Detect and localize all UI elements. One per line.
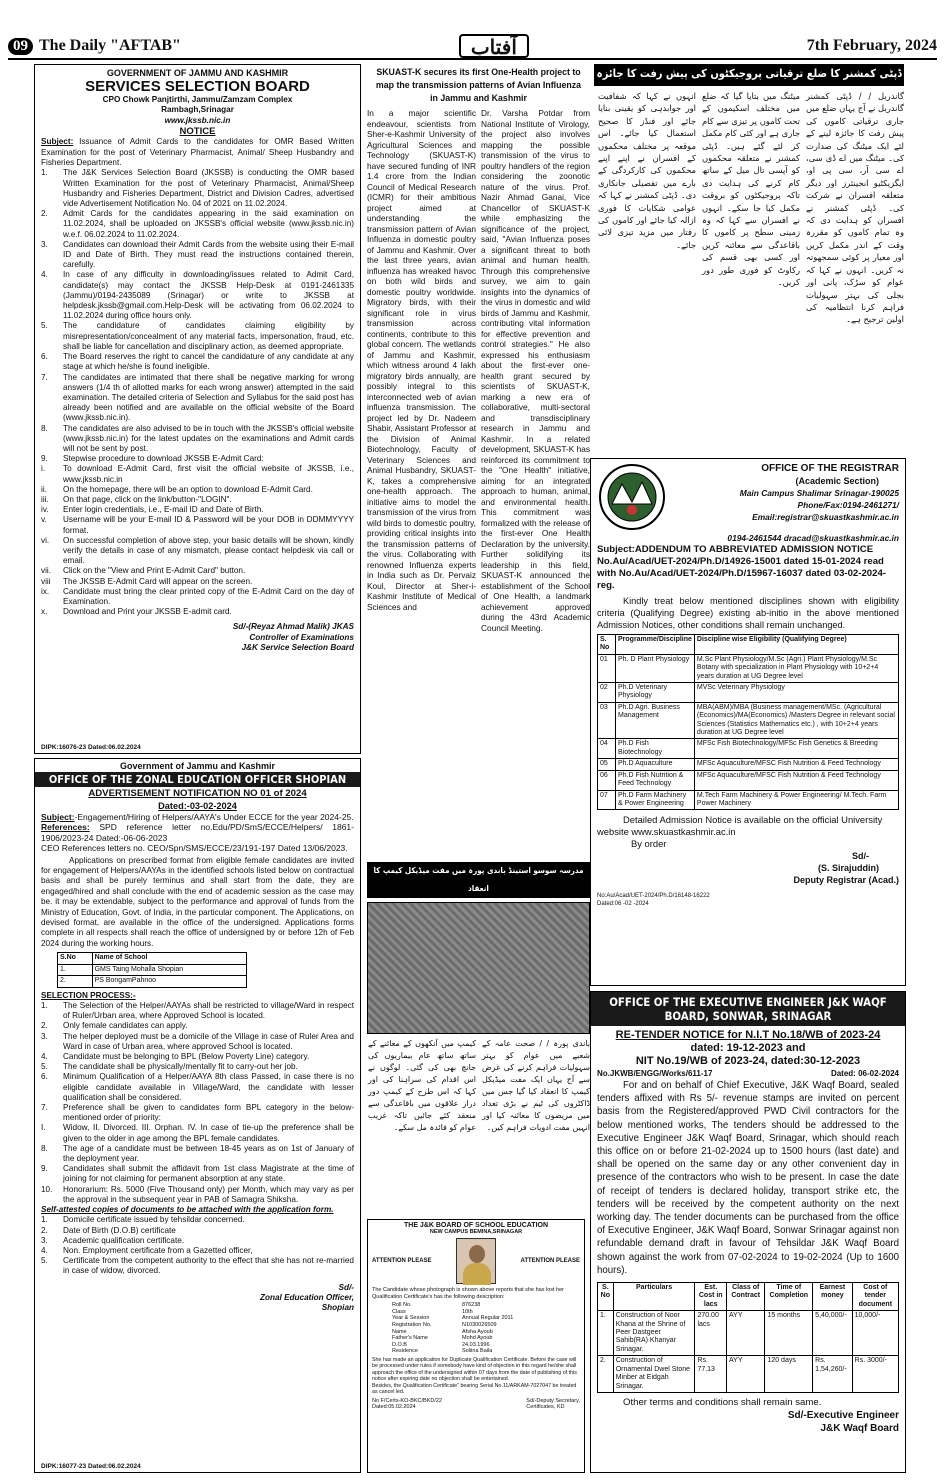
table-cell: Ph.D Veterinary Physiology: [616, 683, 695, 703]
table-cell: MFSc Aquaculture/MFSC Fish Nutrition & Feed Technology: [694, 759, 898, 770]
list-item: [41, 607, 354, 617]
detail-label: Name: [392, 1328, 407, 1335]
table-cell: 03: [598, 702, 616, 739]
table-cell: 1.: [598, 1311, 614, 1356]
detail-value: Annual Regular 2011: [462, 1315, 514, 1322]
registrar-no: No:Au/Acad/UET-2024/Ph.D/16148-16222: [597, 893, 710, 900]
table-cell: Ph.D Agri. Business Management: [616, 702, 695, 739]
detail-row: [392, 1322, 580, 1329]
list-item: [41, 424, 354, 455]
list-item: [41, 1062, 354, 1072]
list-text: Only female candidates can apply.: [63, 1021, 188, 1031]
list-item: [41, 515, 354, 535]
tender-row: [598, 1356, 899, 1393]
camp-title: مدرسہ سوسو استینڈ باندی پورہ میں مفت میڈیکل کیمپ کا انعقاد: [367, 862, 590, 898]
zonal-sign-3: Shopian: [321, 1303, 354, 1313]
list-text: Preference shall be given to candidates form BPL category in the below-mentioned order of priority:: [63, 1102, 354, 1123]
list-text: Candidates can download their Admit Cards from the website using their E-mail ID and Date of Birth. They must read the instructions contained therein, carefully.: [63, 239, 354, 270]
registrar-dated: Dated:06 -02 -2024: [597, 901, 649, 908]
table-cell: 02: [598, 683, 616, 703]
urdu-headline: ڈپٹی کمشنر کا ضلع ترقیاتی پروجیکٹوں کی پیش رفت کا جائزہ: [594, 64, 904, 86]
list-text: The J&K Services Selection Board (JKSSB) is conducting the OMR based Written Examination for the post of Veterinary Pharmacist, Animal/Sheep Husbandry and Fisheries Department, District and Division Cadres, advertised vide Advertisement Notification No. 04 of 2021 on 11.02.2024.: [63, 168, 354, 209]
eligibility-row: [598, 739, 899, 759]
skuast-emblem-icon: [597, 462, 677, 532]
jkssb-items: [41, 168, 354, 617]
list-text: Username will be your E-mail ID & Password will be your DOB in DDMMYYYY format.: [63, 515, 354, 535]
table-cell: 5,40,000/-: [813, 1311, 852, 1356]
list-item: [41, 352, 354, 372]
candidate-photo: [456, 1238, 496, 1284]
eligibility-row: [598, 683, 899, 703]
detail-label: Year & Session: [392, 1315, 430, 1322]
jkbose-para: The Candidate whose photograph is shown above reports that she has lost her Qualification Certificate's has the following description:: [372, 1287, 565, 1300]
subject-label: Subject:: [41, 137, 74, 147]
detail-row: [392, 1315, 580, 1322]
list-number: 6.: [41, 352, 48, 362]
list-item: [41, 454, 354, 464]
elig-head-sno: S. No: [598, 635, 616, 655]
list-item: [41, 1103, 354, 1123]
eligibility-row: [598, 770, 899, 790]
list-item: [41, 1246, 354, 1256]
detail-label: Roll No.: [392, 1302, 412, 1309]
list-item: [41, 1215, 354, 1225]
waqf-re-1: RE-TENDER NOTICE for N.I.T No.18/WB of 2023-24: [615, 1029, 881, 1041]
list-item: [41, 240, 354, 271]
waqf-re-3: NIT No.19/WB of 2023-24, dated:30-12-2023: [635, 1055, 861, 1067]
list-number: 9.: [41, 1164, 48, 1174]
table-header: Cost of tender document: [852, 1283, 898, 1311]
list-text: The candidates are also advised to be in touch with the JKSSB's official website (www.jkssb.nic.in) for the latest updates on the examinations and Admit cards will not be sent by post.: [63, 423, 354, 453]
list-number: 7.: [41, 372, 48, 382]
list-text: Stepwise procedure to download JKSSB E-Admit Card:: [63, 454, 264, 464]
list-text: On the homepage, there will be an option to download E-Admit Card.: [63, 484, 313, 494]
zonal-ceo-ref: CEO References letters no. CEO/Spn/SMS/ECCE/23/191-197 Dated 13/06/2023.: [41, 843, 348, 854]
table-cell: Construction of Ornamental Dwel Stone Minber at Eidgah Srinagar.: [613, 1356, 695, 1393]
list-text: Non. Employment certificate from a Gazetted officer,: [63, 1245, 253, 1255]
eligibility-table: [597, 634, 899, 810]
zonal-sign-1: Sd/-: [338, 1282, 354, 1292]
detail-value: 24.03.1996: [462, 1341, 490, 1348]
list-number: vi.: [41, 535, 50, 545]
waqf-dated: Dated: 06-02-2024: [830, 1069, 899, 1078]
skuast-article: [367, 64, 590, 859]
table-cell: Construction of Noor Khana at the Shrine of Peer Dastgeer Sahib(RA) Khanyar Srinagar.: [613, 1311, 695, 1356]
zonal-dated: Dated:-03-02-2024: [158, 801, 237, 811]
table-cell: 270.00 lacs: [695, 1311, 727, 1356]
list-number: 5.: [41, 1062, 48, 1072]
zonal-adv: ADVERTISEMENT NOTIFICATION NO 01 of 2024: [88, 788, 307, 799]
jkbose-foot-2: Besides, the Qualification Certificate" bearing Serial No.11/ARKAM-7027047 be treated as cancel led.: [372, 1382, 577, 1395]
list-text: The candidate shall be physically/mentally fit to carry-out her job.: [63, 1062, 298, 1072]
table-cell: GMS Taing Mohalla Shopian: [92, 964, 246, 975]
attention-right: ATTENTION PLEASE: [520, 1258, 580, 1264]
list-number: 5.: [41, 1256, 48, 1266]
table-cell: Rs. 77.13: [695, 1356, 727, 1393]
list-item: [41, 270, 354, 321]
detail-value: 10th: [462, 1308, 473, 1315]
schools-head-name: Name of School: [92, 953, 246, 964]
registrar-sub: (Academic Section): [795, 476, 879, 486]
waqf-table: [597, 1282, 899, 1393]
detail-value: 876238: [462, 1302, 481, 1309]
waqf-body: For and on behalf of Chief Executive, J&K Waqf Board, sealed tenders affixed with Rs 5/- revenue stamps are invited on percent basis from the Registered/approved PWD Civil contractors for the below mentioned works, The tenders should be addressed to the Executive Engineer J&K Waqf Board, Srinagar, which should reach this office on or before 21-02-2024 up to 1500 hours (last date) and shall be opened on the same day or any other convenient day in presence of the contractors who wish to be present. In case the date of receipt of tenders is declared holiday, transport strike etc, the tenders will be received by the competent authority on the next working day. The tender documents can be purchased from the office of Executive Engineer, J&K Waqf Board, Sonwar Srinagar against non refundable demand draft in favour of Tehsildar J&K Waqf Board shown against the work from 07-02-2024 to 19-02-2024 (Up to 1600 hours).: [597, 1080, 899, 1276]
list-text: Academic qualification certificate.: [63, 1235, 185, 1245]
school-row: [58, 976, 247, 987]
table-cell: MFSc Aquaculture/MFSC Fish Nutrition & Feed Technology: [694, 770, 898, 790]
table-cell: PS BongamPahnoo: [92, 976, 246, 987]
list-text: The age of a candidate must be between 18-45 years as on 1st of January of the deployment year.: [63, 1143, 354, 1163]
list-item: [41, 505, 354, 515]
table-cell: Ph.D Aquaculture: [616, 759, 695, 770]
list-number: 4.: [41, 270, 48, 280]
list-text: The candidature of candidates claiming eligibility by misrepresentation/concealment of any material facts, impersonation, fraud, etc. shall be liable for cancellation and disciplinary action, as deemed appropriate.: [63, 321, 354, 351]
list-item: [41, 1021, 354, 1031]
detail-row: [392, 1329, 580, 1336]
list-number: ii.: [41, 484, 47, 494]
list-number: 8.: [41, 423, 48, 433]
list-text: Enter login credentials, i.e., E-mail ID and Date of Birth.: [63, 505, 264, 515]
table-cell: Ph.D Farm Machinery & Power Engineering: [616, 790, 695, 810]
list-item: [41, 587, 354, 607]
list-number: viii: [41, 576, 51, 586]
list-number: ix.: [41, 586, 50, 596]
school-row: [58, 964, 247, 975]
detail-label: D.O.B: [392, 1341, 407, 1348]
registrar-subject: Subject:ADDENDUM TO ABBREVIATED ADMISSION NOTICE No.Au/Acad/UET-2024/Ph.D/14926-15001 dated 15-01-2024 read with No.Au/Acad/UET-2024/Ph.D/15967-16037 dated 03-02-2024-reg.: [597, 544, 886, 591]
jkssb-title: SERVICES SELECTION BOARD: [85, 78, 310, 95]
table-cell: M.Sc Plant Physiology/M.Sc (Agri.) Plant Physiology/M.Sc Botany with specialization in Plant Physiology with 10+2+4 years duration at UG Degree level: [694, 654, 898, 682]
zonal-subject: [41, 812, 354, 822]
list-item: [41, 1185, 354, 1205]
list-text: Domicile certificate issued by tehsildar concerned.: [63, 1215, 245, 1225]
list-item: [41, 1001, 354, 1021]
list-item: [41, 1164, 354, 1184]
table-cell: MVSc Veterinary Physiology: [694, 683, 898, 703]
jkbose-title: THE J&K BOARD OF SCHOOL EDUCATION: [403, 1222, 549, 1229]
page-number: 09: [8, 38, 33, 55]
list-number: 3.: [41, 239, 48, 249]
docs-title: Self-attested copies of documents to be attached with the application form.: [41, 1204, 334, 1214]
list-text: Minimum Qualification of a Helper/AAYA 8th class Passed, in case there is no eligible candidate available in Village/Ward, the candidate with lesser qualification shall be considered.: [63, 1072, 354, 1102]
medical-camp-article: [367, 862, 590, 1214]
skuast-col-2: Dr. Varsha Potdar from National Institute of Virology, the project also involves mapping the possible transmission of the virus to poultry handlers of the region considering the zoonotic nature of the virus. Prof. Nazir Ahmad Ganai, Vice Chancellor of SKUAST-K while emphasizing the significance of the project, said, "Avian Influenza poses a significant threat to both animal and human health. Through this comprehensive survey, we aim to gain insights into the dynamics of the virus in domestic and wild birds of Jammu and Kashmir, contributing vital information for effective prevention and control strategies." He also expressed his enthusiasm about the first-ever one-health grant secured by scientists of SKUAST-K, marking a new era of collaborative, multi-sectoral and transdisciplinary research in Jammu and Kashmir. In a related development, SKUAST-K has reinforced its commitment to the "One Health" initiative, aiming for an integrated approach to human, animal, and environmental health. This commitment was formalized with the release of the first-ever One Health Declaration by the university. Further solidifying its leadership in this field, SKUAST-K announced the establishment of the School of One Health, a landmark achievement approved during the 43rd Academic Council Meeting.: [481, 108, 590, 633]
camp-col-2: کیمپ میں آنکھوں کے معائنے کے ساتھ ساتھ عام بیماریوں کی جانچ بھی کی گئی۔ لوگوں نے اس اقدام کی سراہنا کی اور کہا کہ اس طرح کے کیمپ دور دراز علاقوں میں باقاعدگی سے منعقد کئے جائیں تاکہ غریب عوام کو فائدہ مل سکے۔: [368, 1039, 476, 1132]
list-number: 5.: [41, 321, 48, 331]
detail-row: [392, 1348, 580, 1355]
list-number: 9.: [41, 454, 48, 464]
list-number: v.: [41, 515, 47, 525]
table-cell: 07: [598, 790, 616, 810]
table-cell: MBA(ABM)/MBA (Business management/MSc. (Agricultural (Economics)/MA(Economics) /Masters Degree in relevant social Sciences (Statistics Mathematics etc.) , with 10+2+4 years duration at UG Degree level: [694, 702, 898, 739]
table-cell: 1.: [58, 964, 93, 975]
detail-row: [392, 1309, 580, 1316]
references-text: SPD reference letter no.Edu/PD/SmS/ECCE/Helpers/ 1861-1906/2023-24 Dated:-06-06-2023: [41, 822, 354, 843]
list-text: The candidates are intimated that there shall be negative marking for wrong answers (1/4 th of allotted marks for each wrong answer) attempted in the said examination. The detailed criteria of Selection and Syllabus for the said post has already been notified and are available on the official website of the Board (www.jkssb.nic.in).: [63, 372, 354, 423]
table-cell: M.Tech Farm Machinery & Power Engineering/ M.Tech. Farm Power Machinery: [694, 790, 898, 810]
list-item: [41, 321, 354, 352]
list-number: 1.: [41, 1215, 48, 1225]
detail-row: [392, 1302, 580, 1309]
list-text: Download and Print your JKSSB E-admit card.: [63, 607, 232, 617]
newspaper-name: The Daily "AFTAB": [39, 37, 181, 54]
list-number: 4.: [41, 1245, 48, 1255]
waqf-sd: Sd/-Executive Engineer: [787, 1409, 899, 1421]
registrar-sd: Sd/-: [852, 851, 869, 862]
registrar-by-order: By order: [631, 838, 667, 850]
detail-value: Soliina Baila: [462, 1348, 493, 1355]
list-number: 1.: [41, 168, 48, 178]
list-text: Date of Birth (D.O.B) certificate: [63, 1225, 176, 1235]
jkssb-dipk: DIPK:16076-23 Dated:06.02.2024: [41, 744, 141, 751]
list-text: Honorarium: Rs. 5000 (Five Thousand only) per Month, which may vary as per the approval in the subsequent year in PAB of Samagra Shiksha.: [63, 1184, 354, 1204]
attention-left: ATTENTION PLEASE: [372, 1258, 432, 1264]
zonal-education-notice: [34, 758, 361, 1473]
skuast-col-1: In a major scientific endeavour, scientists from Sher-e-Kashmir University of Agricultural Sciences and Technology (SKUAST-K) have secured funding of INR 1.4 crore from the Indian Council of Medical Research (ICMR) for their ambitious project aimed at understanding the transmission pattern of Avian Influenza in domestic poultry of Jammu and Kashmir. Over the last three years, avian influenza has wreaked havoc on both wild birds and domestic poultry worldwide. Migratory birds, with their significant role in virus transmission across continents, contribute to this global concern. The wetlands of Jammu and Kashmir, which witness around 4 lakh migratory birds annually, are possibly integral to this interconnected web of avian influenza transmission. The project led by Dr. Nadeem Shabir, Assistant Professor at the Division of Animal Biotechnology, Faculty of Veterinary Sciences and Animal Husbandry, SKUAST-K, takes a comprehensive one-health approach. The initiative aims to model the transmission of the virus from wild birds to domestic poultry, providing critical insights into the transmission patterns of the virus. Collaborating with renowned Influenza experts in India such as Dr. Pervaiz Koul, Director at Sher-i-Kashmir Institute of Medical Sciences and: [367, 108, 476, 612]
skuast-registrar-notice: [590, 458, 906, 986]
table-cell: 15 months: [765, 1311, 813, 1356]
list-text: On successful completion of above step, your basic details will be shown, kindly verify the details in case of any mismatch, please contact helpdesk via call or email.: [63, 535, 354, 566]
urdu-col-2: میٹنگ میں بتایا گیا کہ ضلع میں مختلف اسکیموں کے تحت کاموں پر تیزی سے کام جاری ہے اور کئی کام مکمل کر لئے گئے ہیں۔ ڈپٹی کمشنر نے متعلقہ محکموں کو آپسی تال میل کے ساتھ کام کرنے کی ہدایت دی تاکہ پروجیکٹوں کو بروقت مکمل کیا جا سکے۔ انہوں نے افسران سے کہا کہ وہ زمینی سطح پر کاموں کا باقاعدگی سے معائنہ کریں اور کسی بھی قسم کی رکاوٹ کو فوری طور دور کریں۔: [702, 91, 800, 288]
jkssb-subject: [41, 137, 354, 168]
table-cell: 10,000/-: [852, 1311, 898, 1356]
zonal-dipk: DIPK:16077-23 Dated:06.02.2024: [41, 1463, 141, 1470]
list-item: [41, 1256, 354, 1276]
list-item: [41, 1123, 354, 1143]
jkssb-sign-3: J&K Service Selection Board: [241, 643, 354, 653]
detail-value: Afsha Ayoub: [462, 1328, 493, 1335]
jkssb-address-1: CPO Chowk Panjtirthi, Jammu/Zamzam Complex: [102, 95, 293, 104]
waqf-re-2: dated: 19-12-2023 and: [690, 1042, 806, 1054]
urdu-col-3: انہوں نے کہا کہ شفافیت اور جوابدہی کو یقینی بنایا جائے اور فنڈز کا صحیح استعمال کیا جائے۔ اس موقعہ پر مختلف محکموں کے افسران نے اپنے اپنے محکموں کی کارکردگی کے بارے میں تفصیلی جانکاری دی۔ ڈپٹی کمشنر نے کہا کہ عوامی شکایات کا فوری ازالہ کیا جائے اور کاموں کی رفتار میں مزید تیزی لائی جائے۔: [598, 91, 696, 250]
list-item: [41, 168, 354, 209]
table-cell: Rs. 3000/-: [852, 1356, 898, 1393]
detail-label: Residence: [392, 1348, 418, 1355]
list-item: [41, 1072, 354, 1103]
eligibility-row: [598, 790, 899, 810]
selection-list: [41, 1001, 354, 1205]
zonal-references: [41, 822, 354, 843]
zonal-body: Applications on prescribed format from eligible female candidates are invited for engagement of Helpers/AAYAs in the identified schools listed below on contractual basis and shall be purely terminus and shall start from the date, they are engaged/hired and shall conclude with the end of academic session as the case may be. it may be extendable, subject to the performance and approval of funds from the Ministry of Education, Govt. of India, in the particular component. The Applications, on devised format, are available in the office of the undersigned. Applications forms complete in all respects shall reach the office of undersigned by or before 12h of Feb 2024 during the working hours.: [41, 855, 354, 948]
skuast-headline: SKUAST-K secures its first One-Health project to map the transmission patterns of Avian Influenza in Jammu and Kashmir: [375, 67, 582, 103]
list-item: [41, 566, 354, 576]
list-number: 1.: [41, 1000, 48, 1010]
detail-label: Class: [392, 1308, 406, 1315]
list-item: [41, 536, 354, 567]
table-header: Est. Cost in lacs: [695, 1283, 727, 1311]
table-header: Class of Contract: [727, 1283, 765, 1311]
tender-row: [598, 1311, 899, 1356]
schools-head-sno: S.No: [58, 953, 93, 964]
list-number: 2.: [41, 209, 48, 219]
jkbose-notice: [367, 1219, 585, 1473]
list-number: vii.: [41, 566, 52, 576]
registrar-phone-2: 0194-2461544 dracad@skuastkashmir.ac.in: [727, 533, 899, 543]
urdu-col-1: گاندربل / / ڈپٹی کمشنر گاندربل نے آج یہاں ضلع میں جاری ترقیاتی کاموں کی پیش رفت کا جائزہ لینے کے لئے ایک میٹنگ کی صدارت کی۔ میٹنگ میں اے ڈی سی، اے سی آر، سی پی او، ایگزیکٹیو انجینئرز اور دیگر متعلقہ افسران نے شرکت کی۔ ڈپٹی کمشنر نے افسران کو ہدایت دی کہ وہ تمام کاموں کو مقررہ وقت کے اندر مکمل کریں اور معیار پر کوئی سمجھوتہ نہ کریں۔ انہوں نے کہا کہ عوام کو سڑک، پانی اور بجلی کی بہتر سہولیات فراہم کرنا انتظامیہ کی اولین ترجیح ہے۔: [806, 91, 904, 325]
eligibility-row: [598, 654, 899, 682]
list-item: [41, 373, 354, 424]
table-cell: 06: [598, 770, 616, 790]
list-text: Admit Cards for the candidates appearing in the said examination on 11.02.2024, shall be uploaded on JKSSB's official website (www.jkssb.nic.in) w.e.f. 06.02.2024 to 11.02.2024.: [63, 209, 354, 239]
table-cell: 05: [598, 759, 616, 770]
schools-table: [57, 952, 247, 987]
list-item: [41, 1226, 354, 1236]
list-item: [41, 209, 354, 240]
camp-photo: [367, 902, 590, 1034]
list-text: Candidate must be belonging to BPL (Below Poverty Line) category.: [63, 1051, 310, 1061]
eligibility-row: [598, 702, 899, 739]
jkbose-no: No F/Certs-KO-BKC/BKD/22: [372, 1398, 442, 1405]
list-text: On that page, click on the link/button-"LOGIN".: [63, 494, 232, 504]
detail-value: N1030026509: [462, 1321, 497, 1328]
table-header: Earnest money: [813, 1283, 852, 1311]
list-number: 4.: [41, 1051, 48, 1061]
subject-text: -Engagement/Hiring of Helpers/AAYA's Under ECCE for the year 2024-25.: [74, 812, 354, 822]
list-item: [41, 577, 354, 587]
list-number: 8.: [41, 1143, 48, 1153]
jkssb-notice: [34, 64, 361, 754]
list-number: 2.: [41, 1225, 48, 1235]
list-item: [41, 495, 354, 505]
jkbose-foot: She has made an application for Duplicate Qualification Certificate. Before the case will be processed under rules if somebody have kind of objection in this regard he/she shall approach the office of the undersigned within 07 days from the date of publishing of this notice after expiring date no objection shall be entertained.: [372, 1356, 577, 1383]
registrar-name: (S. Sirajuddin): [817, 863, 879, 874]
table-cell: AYY: [727, 1356, 765, 1393]
table-cell: Ph.D Fish Biotechnology: [616, 739, 695, 759]
list-text: The JKSSB E-Admit Card will appear on the screen.: [63, 576, 253, 586]
detail-label: Father's Name: [392, 1335, 428, 1342]
list-item: [41, 1236, 354, 1246]
selection-title: SELECTION PROCESS:-: [41, 990, 136, 1000]
table-cell: Ph. D Plant Physiology: [616, 654, 695, 682]
issue-date: 7th February, 2024: [806, 37, 937, 54]
zonal-sign-2: Zonal Education Officer,: [259, 1293, 354, 1302]
list-number: 2.: [41, 1021, 48, 1031]
waqf-sd-2: J&K Waqf Board: [820, 1422, 899, 1434]
jkssb-website: www.jkssb.nic.in: [164, 115, 231, 125]
waqf-notice: [590, 991, 906, 1473]
registrar-desig: Deputy Registrar (Acad.): [793, 875, 899, 886]
registrar-phone: Phone/Fax:0194-2461271/: [797, 500, 899, 510]
table-header: S. No: [598, 1283, 614, 1311]
list-number: iii.: [41, 494, 49, 504]
detail-row: [392, 1342, 580, 1349]
zonal-title: OFFICE OF THE ZONAL EDUCATION OFFICER SHOPIAN: [35, 772, 360, 787]
docs-list: [41, 1215, 354, 1276]
waqf-no: No.JKWB/ENGG/Works/611-17: [597, 1069, 713, 1078]
table-cell: AYY: [727, 1311, 765, 1356]
eligibility-row: [598, 759, 899, 770]
subject-label: Subject:: [41, 812, 75, 822]
jkssb-sign-2: Controller of Examinations: [249, 632, 354, 642]
detail-label: Registration No.: [392, 1321, 432, 1328]
table-cell: Rs. 1,54,260/-: [813, 1356, 852, 1393]
jkbose-sd: Sd/-Deputy Secretary,: [526, 1398, 580, 1405]
list-item: [41, 464, 354, 484]
detail-row: [392, 1335, 580, 1342]
table-header: Time of Completion: [765, 1283, 813, 1311]
registrar-body: Kindly treat below mentioned disciplines shown with eligibility criteria (Qualifying Degree) existing ab-initio in the above mentioned Admission Notices, other conditions shall remain unchanged.: [597, 596, 899, 630]
jkbose-sd-2: Certificates, KD: [526, 1404, 565, 1411]
list-text: The Selection of the Helper/AAYAs shall be restricted to village/Ward in respect of Ruler/Urban area, where Approved School is located.: [63, 1000, 354, 1021]
elig-head-prog: Programme/Discipline: [616, 635, 695, 655]
table-cell: MFSc Fish Biotechnology/MFSc Fish Genetics & Breeding: [694, 739, 898, 759]
list-number: 3.: [41, 1235, 48, 1245]
list-number: I.: [41, 1123, 46, 1133]
table-cell: Ph.D Fish Nutrition & Feed Technology: [616, 770, 695, 790]
table-cell: 2.: [598, 1356, 614, 1393]
list-item: [41, 485, 354, 495]
page-header-left: [8, 37, 181, 55]
list-text: The helper deployed must be a domicile of the Village in case of Ruler Area and Ward in case of Urban area, where approved School is located.: [63, 1031, 354, 1051]
masthead: [8, 34, 937, 60]
jkssb-address-2: Rambagh,Srinagar: [161, 105, 234, 115]
list-text: To download E-Admit Card, first visit the official website of JKSSB, i.e., www.jkssb.nic.in: [63, 464, 354, 484]
list-number: x.: [41, 607, 48, 617]
list-text: Click on the "View and Print E-Admit Card" button.: [63, 566, 246, 576]
list-text: Widow, II. Divorced. III. Orphan. IV. In case of tie-up the preference shall be given to the older in age among the BPL female candidates.: [63, 1123, 354, 1143]
list-number: i.: [41, 464, 46, 474]
jkssb-sign-1: Sd/-(Reyaz Ahmad Malik) JKAS: [232, 622, 354, 632]
zonal-gov: Government of Jammu and Kashmir: [119, 761, 276, 771]
list-number: 3.: [41, 1031, 48, 1041]
list-text: The Board reserves the right to cancel the candidature of any candidate at any stage at which he/she is found ineligible.: [63, 352, 354, 372]
registrar-email: Email:registrar@skuastkashmir.ac.in: [752, 512, 899, 522]
table-header: Particulars: [613, 1283, 695, 1311]
detail-value: Mohd Ayoub: [462, 1335, 493, 1342]
jkbose-dated: Dated:05.02.2024: [372, 1404, 416, 1411]
list-item: [41, 1052, 354, 1062]
list-text: Certificate from the competent authority to the effect that she has not re-married in case of widow, divorced.: [63, 1256, 354, 1276]
registrar-campus: Main Campus Shalimar Srinagar-190025: [739, 488, 899, 498]
list-text: Candidate must bring the clear printed copy of the E-Admit Card on the day of Examination.: [63, 586, 354, 606]
jkbose-sub: NEW CAMPUS BEMINA,SRINAGAR: [429, 1229, 523, 1235]
urdu-article: [594, 64, 904, 454]
elig-head-elig: Discipline wise Eligibility (Qualifying Degree): [694, 635, 898, 655]
list-text: Candidates shall submit the affidavit from 1st class Magistrate at the time of joining for not claiming for permanent absorption at any state.: [63, 1164, 354, 1184]
camp-col-1: باندی پورہ / / صحت عامہ کے شعبے میں عوام کو بہتر سہولیات فراہم کرنے کی غرض سے آج یہاں ایک مفت میڈیکل کیمپ کا انعقاد کیا گیا جس میں ڈاکٹروں کی ٹیم نے بڑی تعداد میں مریضوں کا معائنہ کیا اور انہیں مفت ادویات فراہم کیں۔: [482, 1039, 590, 1132]
table-cell: 01: [598, 654, 616, 682]
jkbose-details: [392, 1302, 580, 1355]
list-number: 7.: [41, 1102, 48, 1112]
table-cell: 2.: [58, 976, 93, 987]
list-number: 10.: [41, 1184, 53, 1194]
subject-text: Issuance of Admit Cards to the candidates for OMR Based Written Examination for the post of Veterinary Pharmacist, Animal/ Sheep Husbandry and Fisheries Department.: [41, 137, 354, 168]
list-number: iv.: [41, 505, 49, 515]
table-cell: 120 days: [765, 1356, 813, 1393]
registrar-title: OFFICE OF THE REGISTRAR: [761, 463, 899, 474]
jkssb-notice-heading: NOTICE: [179, 126, 216, 138]
waqf-other: Other terms and conditions shall remain same.: [623, 1396, 822, 1408]
list-number: 6.: [41, 1072, 48, 1082]
jkssb-gov: GOVERNMENT OF JAMMU AND KASHMIR: [106, 68, 289, 78]
list-text: In case of any difficulty in downloading/issues related to Admit Card, candidate(s) may contact the JKSSB Help-Desk at 0191-2461335 (Jammu)/0194-2435089 (Srinagar) or write to JKSSB at helpdesk.jkssb@gmail.com.Help-Desk will be activating from 06.02.2024 to 11.02.2024 during office hours only.: [63, 270, 354, 321]
list-item: [41, 1032, 354, 1052]
registrar-detail: Detailed Admission Notice is available on the official University website www.skuastkashmir.ac.in: [597, 814, 883, 838]
references-label: References:: [41, 822, 90, 833]
newspaper-logo: آفتاب: [459, 34, 529, 58]
table-cell: 04: [598, 739, 616, 759]
waqf-title: OFFICE OF THE EXECUTIVE ENGINEER J&K WAQF BOARD, SONWAR, SRINAGAR: [591, 992, 905, 1026]
list-item: [41, 1144, 354, 1164]
